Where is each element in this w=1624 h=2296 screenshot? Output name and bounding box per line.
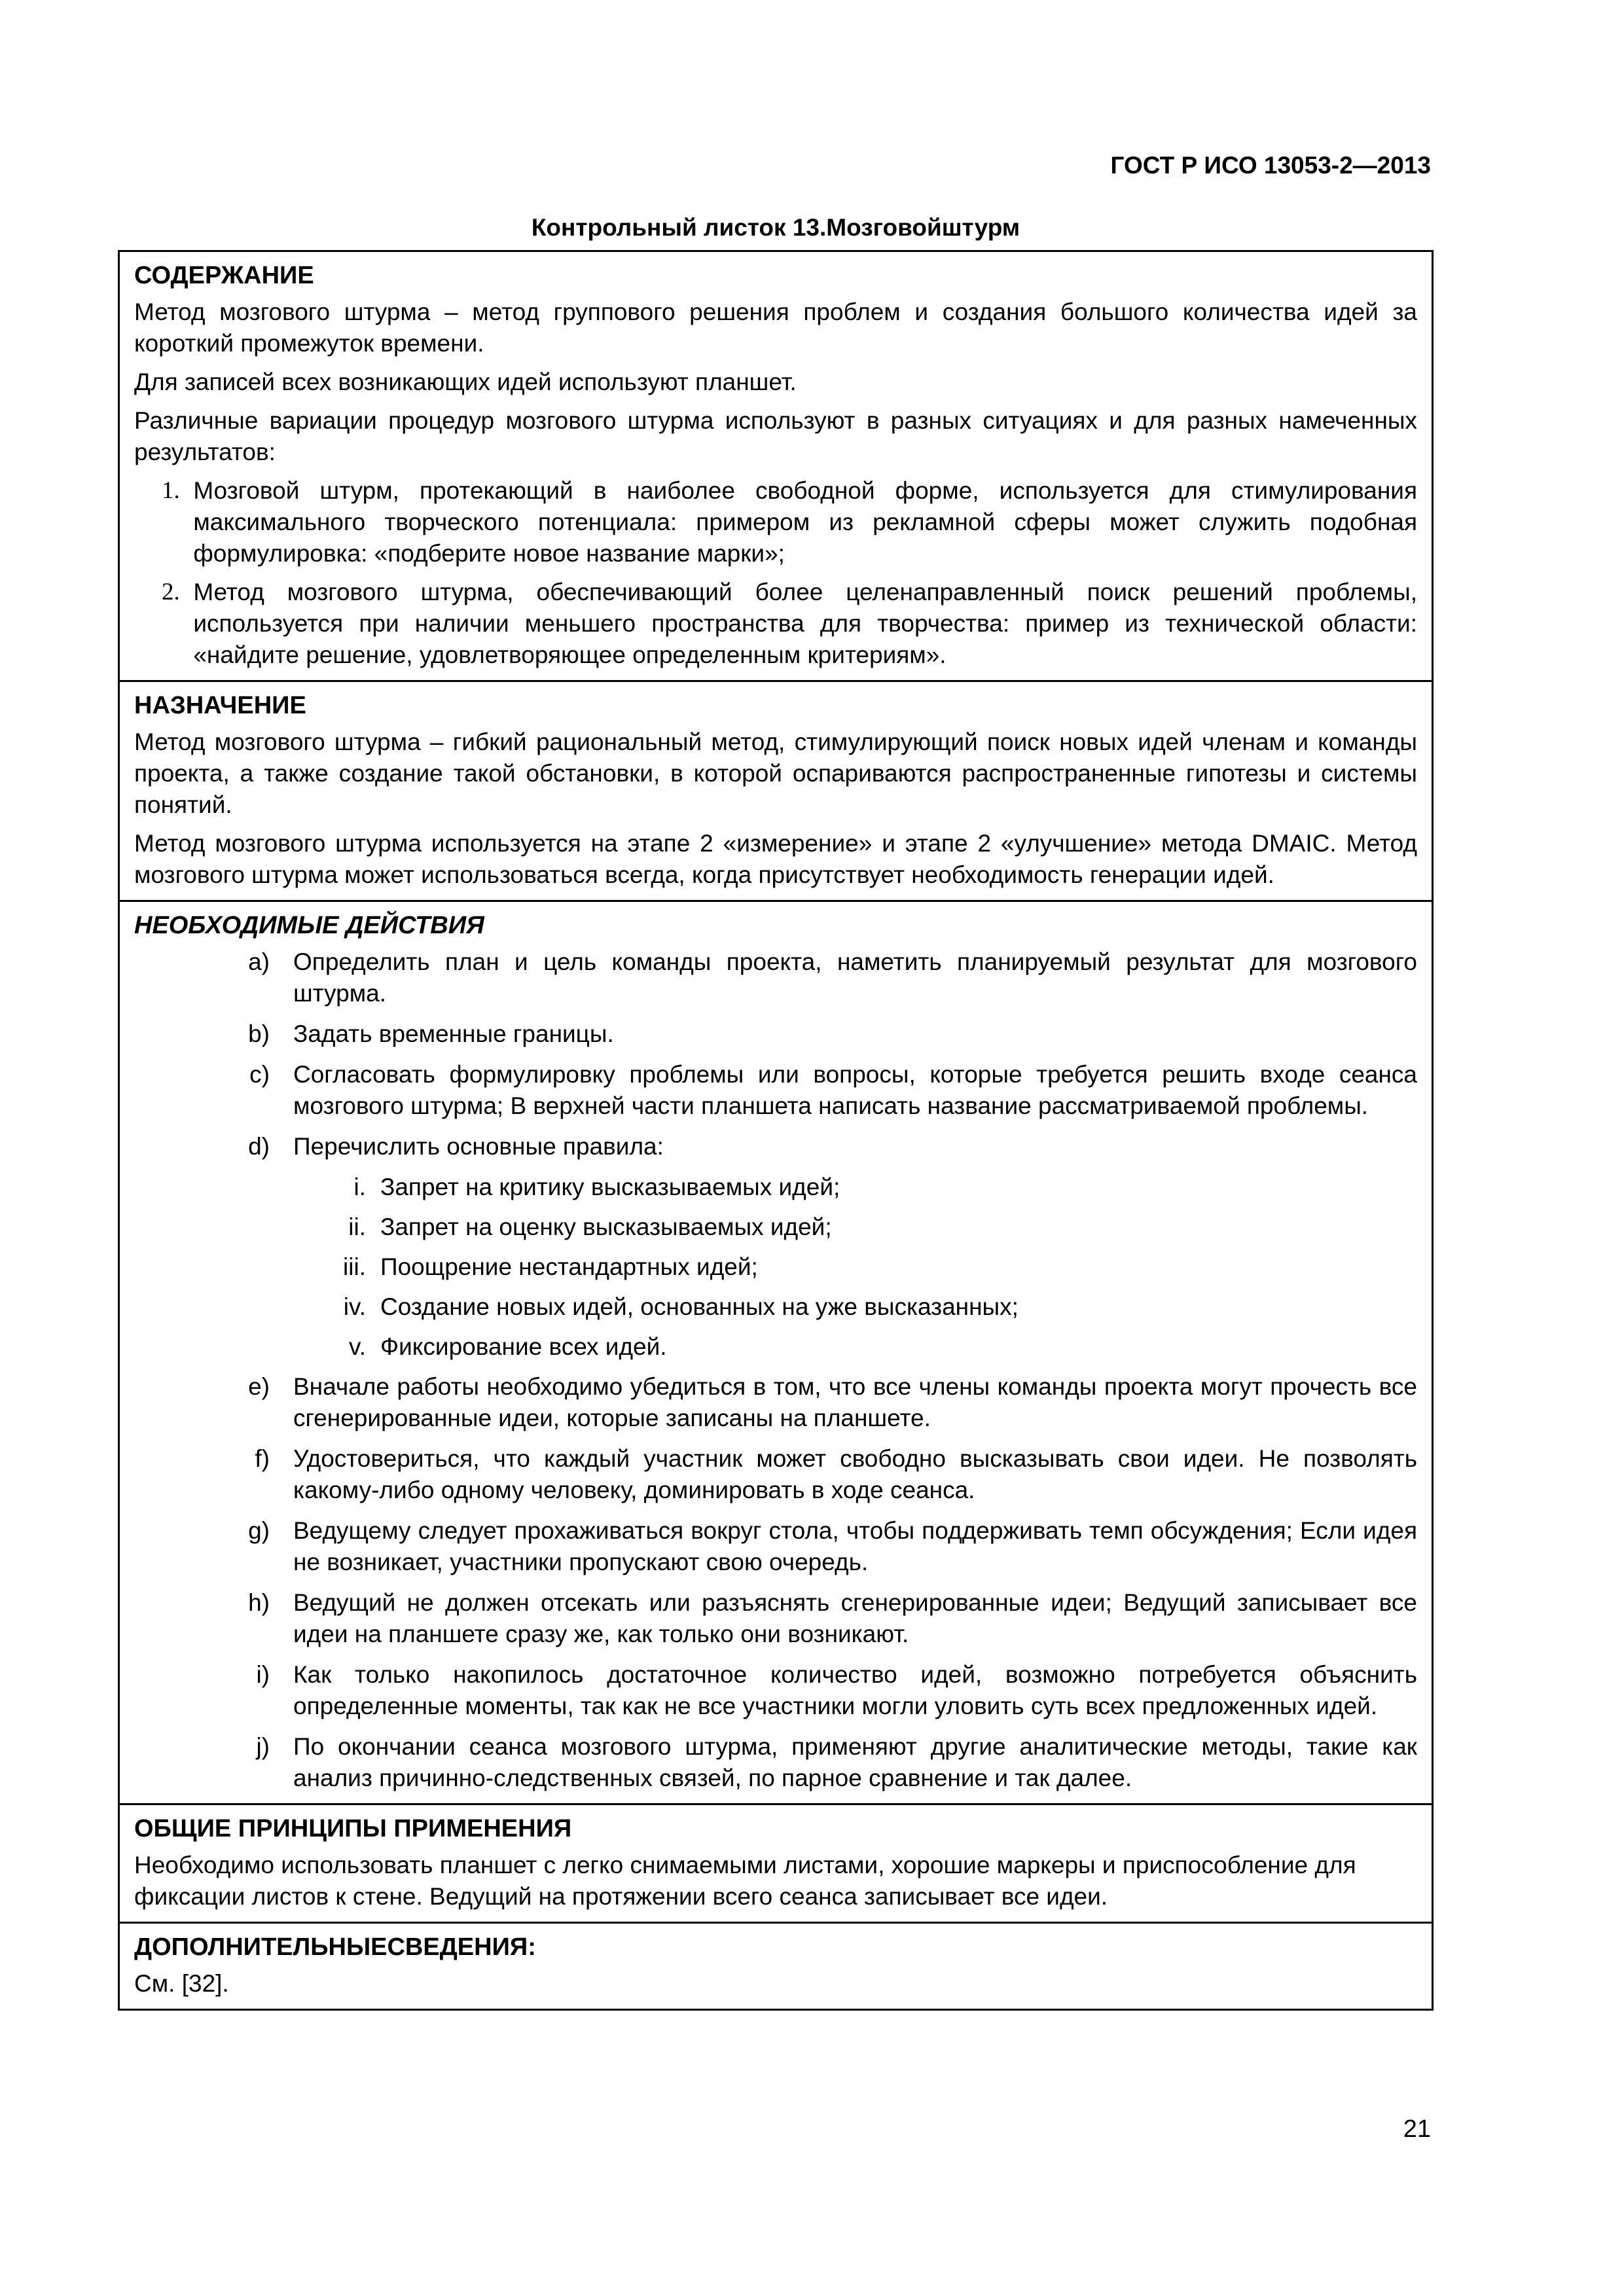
item-text: Определить план и цель команды проекта, наметить планируемый результат для мозгового штурма.	[293, 948, 1417, 1007]
checklist-table	[118, 250, 1434, 2011]
item-marker: f)	[255, 1445, 270, 1472]
item-text: Перечислить основные правила:	[293, 1133, 664, 1160]
item-text: Задать временные границы.	[293, 1020, 614, 1047]
item-text: Вначале работы необходимо убедиться в том, что все члены команды проекта могут прочесть все сгенерированные идеи, которые записаны на планшете.	[293, 1373, 1417, 1431]
item-marker: iv.	[343, 1293, 366, 1320]
list-item	[134, 1371, 1417, 1434]
list-item	[134, 1731, 1417, 1794]
item-text: Фиксирование всех идей.	[380, 1333, 667, 1360]
item-marker: iii.	[343, 1253, 366, 1280]
checklist-caption: Контрольный листок 13.Мозговойштурм	[531, 214, 1020, 241]
item-marker: c)	[249, 1061, 270, 1088]
section-title: ДОПОЛНИТЕЛЬНЫЕСВЕДЕНИЯ:	[134, 1933, 536, 1961]
list-item	[134, 1587, 1417, 1650]
paragraph: См. [32].	[134, 1970, 229, 1997]
page-number: 21	[1403, 2115, 1431, 2143]
rule-item	[134, 1291, 1417, 1323]
item-number: 2.	[162, 579, 180, 605]
list-item	[134, 1131, 1417, 1162]
item-text: Запрет на оценку высказываемых идей;	[380, 1213, 832, 1240]
paragraph: Метод мозгового штурма используется на этапе 2 «измерение» и этапе 2 «улучшение» метода DMAIC. Метод мозгового штурма может использоваться всегда, когда присутствует необходимость генерации идей.	[134, 830, 1417, 888]
item-marker: i.	[353, 1174, 366, 1200]
section-title: НЕОБХОДИМЫЕ ДЕЙСТВИЯ	[134, 912, 484, 939]
list-item	[134, 1059, 1417, 1122]
item-text: Удостовериться, что каждый участник может свободно высказывать свои идеи. Не позволять какому-либо одному человеку, доминировать в ходе сеанса.	[293, 1445, 1417, 1503]
item-text: Запрет на критику высказываемых идей;	[380, 1174, 840, 1200]
item-marker: h)	[248, 1589, 270, 1616]
rule-item	[134, 1331, 1417, 1363]
list-item	[134, 1018, 1417, 1050]
list-item	[134, 1443, 1417, 1506]
item-marker: ii.	[348, 1213, 366, 1240]
document-designation: ГОСТ Р ИСО 13053-2—2013	[1110, 152, 1431, 179]
rule-item	[134, 1251, 1417, 1283]
item-marker: g)	[248, 1517, 270, 1544]
item-number: 1.	[162, 477, 180, 504]
paragraph: Для записей всех возникающих идей используют планшет.	[134, 368, 797, 395]
paragraph: Различные вариации процедур мозгового штурма используют в разных ситуациях и для разных намеченных результатов:	[134, 407, 1417, 465]
paragraph: Необходимо использовать планшет с легко снимаемыми листами, хорошие маркеры и приспособление для фиксации листов к стене. Ведущий на протяжении всего сеанса записывает все идеи.	[134, 1852, 1356, 1910]
item-text: Как только накопилось достаточное количество идей, возможно потребуется объяснить определенные моменты, так как не все участники могли уловить суть всех предложенных идей.	[293, 1661, 1417, 1719]
paragraph: Метод мозгового штурма – метод группового решения проблем и создания большого количества идей за короткий промежуток времени.	[134, 298, 1417, 357]
numbered-item	[134, 577, 1417, 671]
list-item	[134, 1515, 1417, 1578]
item-marker: i)	[256, 1661, 270, 1688]
section-content	[119, 251, 1433, 681]
rule-item	[134, 1211, 1417, 1243]
rule-item	[134, 1172, 1417, 1203]
item-text: По окончании сеанса мозгового штурма, применяют другие аналитические методы, такие как анализ причинно-следственных связей, по парное сравнение и так далее.	[293, 1733, 1417, 1791]
section-title: СОДЕРЖАНИЕ	[134, 262, 314, 289]
item-text: Поощрение нестандартных идей;	[380, 1253, 758, 1280]
item-text: Согласовать формулировку проблемы или вопросы, которые требуется решить входе сеанса мозгового штурма; В верхней части планшета написать название рассматриваемой проблемы.	[293, 1061, 1417, 1119]
item-text: Мозговой штурм, протекающий в наиболее свободной форме, используется для стимулирования максимального творческого потенциала: примером из рекламной сферы может служить подобная формулировка: «подберите новое название марки»;	[193, 477, 1417, 567]
item-text: Метод мозгового штурма, обеспечивающий более целенаправленный поиск решений проблемы, используется при наличии меньшего пространства для творчества: пример из технической области: «найдите решение, удовлетворяющее определенным критериям».	[193, 579, 1417, 668]
item-text: Создание новых идей, основанных на уже высказанных;	[380, 1293, 1019, 1320]
item-marker: b)	[248, 1020, 270, 1047]
item-marker: j)	[256, 1733, 270, 1760]
item-text: Ведущему следует прохаживаться вокруг стола, чтобы поддерживать темп обсуждения; Если идея не возникает, участники пропускают свою очередь.	[293, 1517, 1417, 1575]
section-extra	[119, 1923, 1433, 2010]
item-marker: d)	[248, 1133, 270, 1160]
item-marker: a)	[248, 948, 270, 975]
section-purpose	[119, 681, 1433, 901]
item-marker: v.	[348, 1333, 366, 1360]
item-marker: e)	[248, 1373, 270, 1400]
section-title: НАЗНАЧЕНИЕ	[134, 692, 306, 719]
section-principles	[119, 1804, 1433, 1923]
numbered-item	[134, 475, 1417, 569]
paragraph: Метод мозгового штурма – гибкий рациональный метод, стимулирующий поиск новых идей членам и команды проекта, а также создание такой обстановки, в которой оспариваются распространенные гипотезы и системы понятий.	[134, 728, 1417, 818]
list-item	[134, 946, 1417, 1009]
section-title: ОБЩИЕ ПРИНЦИПЫ ПРИМЕНЕНИЯ	[134, 1815, 572, 1842]
list-item	[134, 1659, 1417, 1722]
item-text: Ведущий не должен отсекать или разъяснять сгенерированные идеи; Ведущий записывает все идеи на планшете сразу же, как только они возникают.	[293, 1589, 1417, 1647]
section-actions	[119, 901, 1433, 1804]
